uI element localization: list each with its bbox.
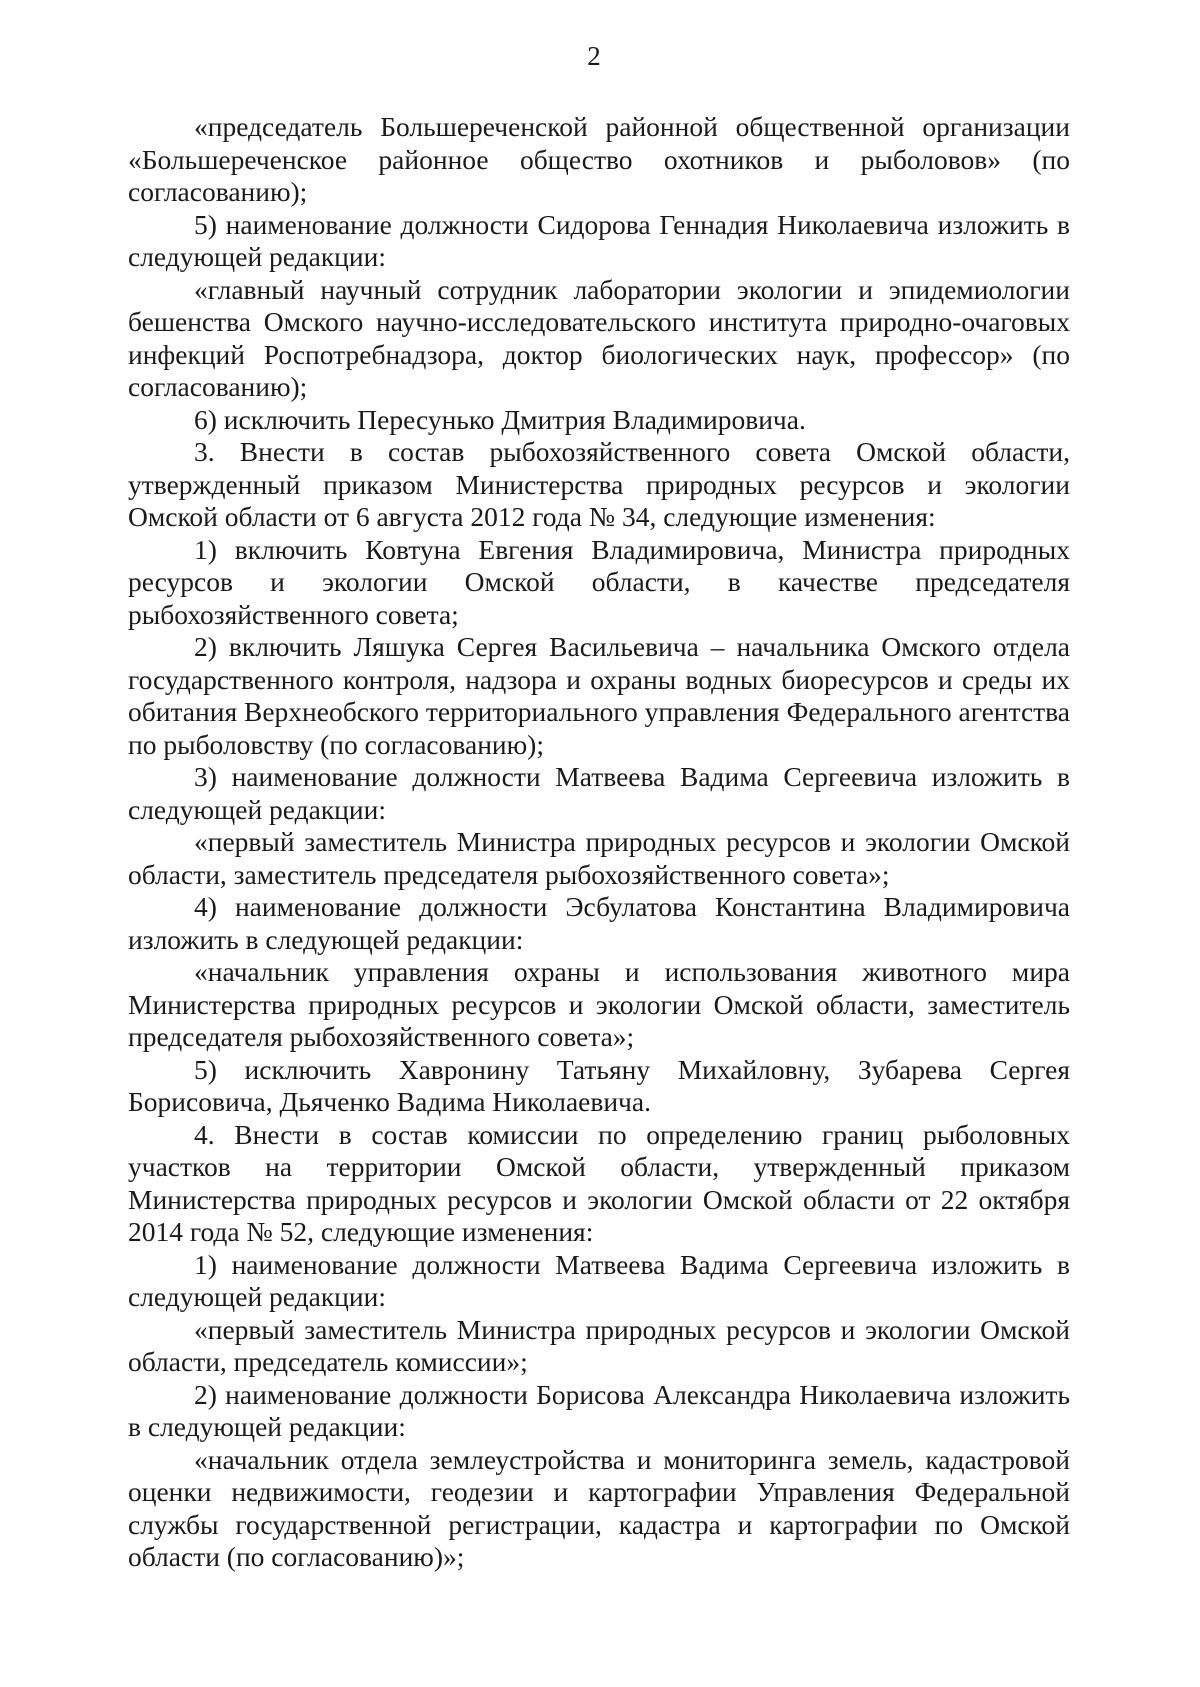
- paragraph-matveev-position-council: «первый заместитель Министра природных ресурсов и экологии Омской области, заместитель председателя рыбохозяйственного совета»;: [128, 826, 1070, 890]
- paragraph-section-4-item-2: 2) наименование должности Борисова Александра Николаевича изложить в следующей редакции:: [128, 1378, 1070, 1442]
- document-body: [128, 111, 1070, 1574]
- paragraph-section-3-item-3: 3) наименование должности Матвеева Вадима Сергеевича изложить в следующей редакции:: [128, 761, 1070, 825]
- paragraph-item-6-exclude: 6) исключить Пересунько Дмитрия Владимировича.: [194, 403, 806, 435]
- paragraph-section-3-item-5: 5) исключить Хавронину Татьяну Михайловну, Зубарева Сергея Борисовича, Дьяченко Вадима Николаевича.: [128, 1053, 1070, 1117]
- paragraph-section-4: 4. Внести в состав комиссии по определению границ рыболовных участков на территории Омской области, утвержденный приказом Министерства природных ресурсов и экологии Омской области от 22 октября 2014 года № 52, следующие изменения:: [128, 1118, 1070, 1247]
- paragraph-section-4-item-1: 1) наименование должности Матвеева Вадима Сергеевича изложить в следующей редакции:: [128, 1248, 1070, 1312]
- paragraph-section-3-item-1: 1) включить Ковтуна Евгения Владимировича, Министра природных ресурсов и экологии Омской области, в качестве председателя рыбохозяйственного совета;: [128, 533, 1070, 630]
- paragraph-borisov-position: «начальник отдела землеустройства и мониторинга земель, кадастровой оценки недвижимости, геодезии и картографии Управления Федеральной службы государственной регистрации, кадастра и картографии по Омской области (по согласованию)»;: [128, 1443, 1070, 1572]
- paragraph-chairman-bolsherechye-society: «председатель Большереченской районной общественной организации «Большереченское районное общество охотников и рыболовов» (по согласованию);: [128, 111, 1070, 207]
- paragraph-matveev-position-commission: «первый заместитель Министра природных ресурсов и экологии Омской области, председатель комиссии»;: [128, 1313, 1070, 1377]
- paragraph-section-3-item-4: 4) наименование должности Эсбулатова Константина Владимировича изложить в следующей редакции:: [128, 891, 1070, 955]
- page-number: 2: [587, 41, 601, 71]
- paragraph-section-3-item-2: 2) включить Ляшука Сергея Васильевича – начальника Омского отдела государственного контроля, надзора и охраны водных биоресурсов и среды их обитания Верхнеобского территориального управления Федерального агентства по рыболовству (по согласованию);: [128, 631, 1070, 760]
- paragraph-sidorov-position: «главный научный сотрудник лаборатории экологии и эпидемиологии бешенства Омского научно-исследовательского института природно-очаговых инфекций Роспотребнадзора, доктор биологических наук, профессор» (по согласованию);: [128, 273, 1070, 402]
- paragraph-item-5-sidorov: 5) наименование должности Сидорова Геннадия Николаевича изложить в следующей редакции:: [128, 208, 1070, 272]
- paragraph-esbulatov-position: «начальник управления охраны и использования животного мира Министерства природных ресурсов и экологии Омской области, заместитель председателя рыбохозяйственного совета»;: [128, 956, 1070, 1052]
- paragraph-section-3: 3. Внести в состав рыбохозяйственного совета Омской области, утвержденный приказом Министерства природных ресурсов и экологии Омской области от 6 августа 2012 года № 34, следующие изменения:: [128, 436, 1070, 532]
